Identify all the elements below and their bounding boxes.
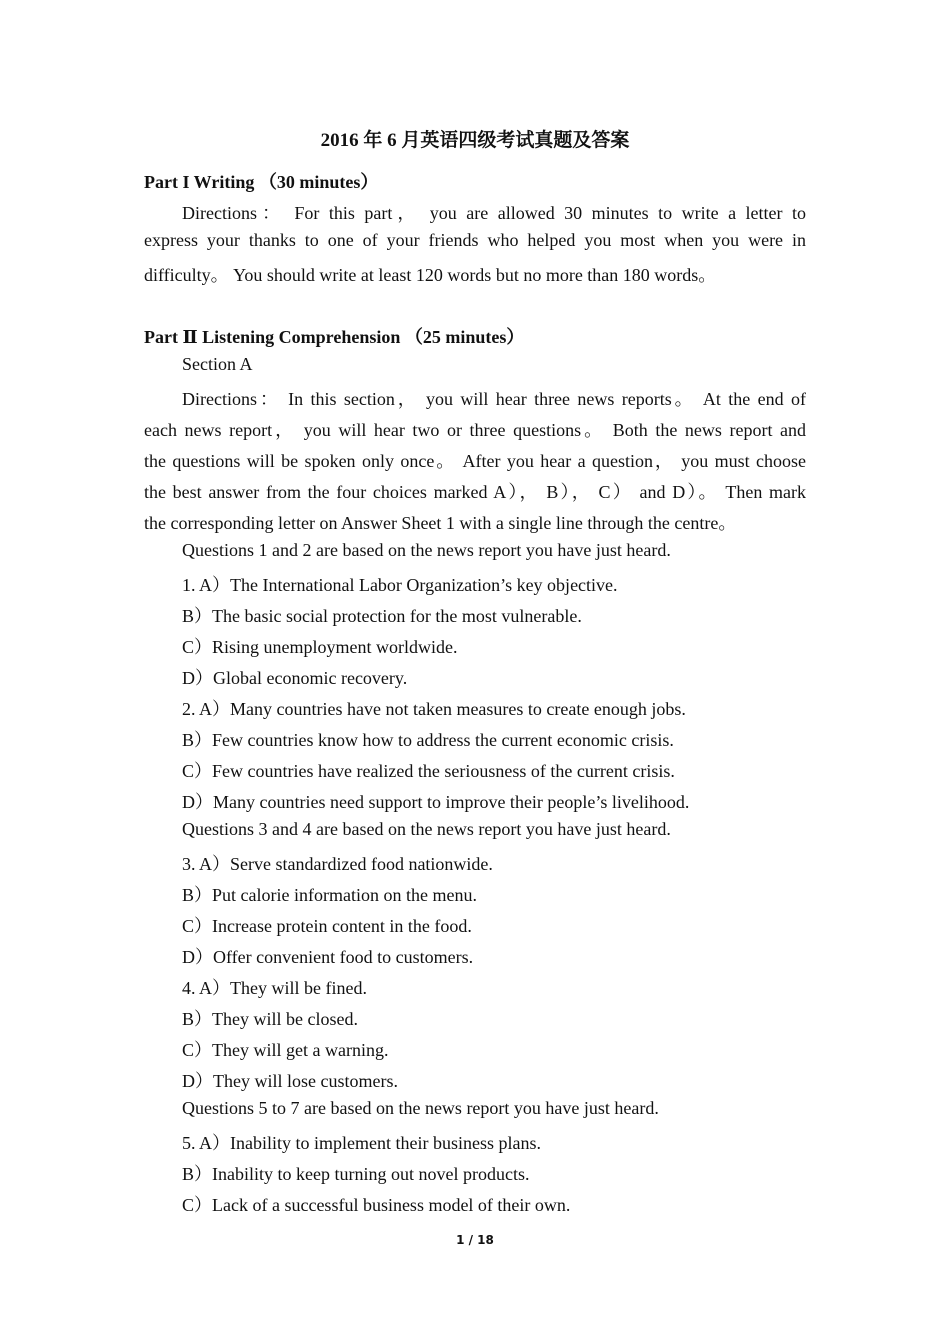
question-group-intro: Questions 5 to 7 are based on the news report you have just heard. — [182, 1098, 659, 1118]
page-number: 1 / 18 — [456, 1233, 494, 1247]
part2-heading: Part Ⅱ Listening Comprehension （25 minutes） — [144, 327, 525, 347]
question-option: B）Inability to keep turning out novel products. — [182, 1164, 530, 1184]
section-heading: Section A — [182, 354, 253, 374]
question-option: B）The basic social protection for the most vulnerable. — [182, 606, 582, 626]
part1-directions-line: Directions： For this part， you are allowed 30 minutes to write a letter to — [182, 203, 806, 223]
part2-directions-line: the questions will be spoken only once。 After you hear a question， you must choose — [144, 451, 806, 471]
question-option: B）Put calorie information on the menu. — [182, 885, 477, 905]
question-option: B）They will be closed. — [182, 1009, 358, 1029]
question-option: C）They will get a warning. — [182, 1040, 389, 1060]
question-option: C）Few countries have realized the seriousness of the current crisis. — [182, 761, 675, 781]
question-group-intro: Questions 1 and 2 are based on the news report you have just heard. — [182, 540, 671, 560]
part2-directions-line: the best answer from the four choices marked A）， B）， C） and D）。 Then mark — [144, 482, 806, 502]
question-option: B）Few countries know how to address the current economic crisis. — [182, 730, 674, 750]
question-option: 2. A）Many countries have not taken measures to create enough jobs. — [182, 699, 686, 719]
part2-directions-line: each news report， you will hear two or three questions。 Both the news report and — [144, 420, 806, 440]
part1-directions-line: express your thanks to one of your friends who helped you most when you were in — [144, 230, 806, 250]
question-option: 3. A）Serve standardized food nationwide. — [182, 854, 493, 874]
question-option: D）Offer convenient food to customers. — [182, 947, 474, 967]
question-option: C）Lack of a successful business model of their own. — [182, 1195, 571, 1215]
part1-directions-line: difficulty。 You should write at least 120 words but no more than 180 words。 — [144, 265, 717, 285]
part1-heading: Part I Writing （30 minutes） — [144, 172, 379, 192]
question-option: C）Rising unemployment worldwide. — [182, 637, 458, 657]
question-option: C）Increase protein content in the food. — [182, 916, 472, 936]
question-option: D）They will lose customers. — [182, 1071, 398, 1091]
document-title: 2016 年 6 月英语四级考试真题及答案 — [320, 130, 630, 151]
question-option: D）Many countries need support to improve their people’s livelihood. — [182, 792, 690, 812]
part2-directions-line: Directions： In this section， you will hear three news reports。 At the end of — [182, 389, 806, 409]
question-option: 4. A）They will be fined. — [182, 978, 367, 998]
question-group-intro: Questions 3 and 4 are based on the news report you have just heard. — [182, 819, 671, 839]
question-option: D）Global economic recovery. — [182, 668, 408, 688]
question-option: 1. A）The International Labor Organization’s key objective. — [182, 575, 618, 595]
question-option: 5. A）Inability to implement their business plans. — [182, 1133, 541, 1153]
part2-directions-line: the corresponding letter on Answer Sheet 1 with a single line through the centre。 — [144, 513, 737, 533]
